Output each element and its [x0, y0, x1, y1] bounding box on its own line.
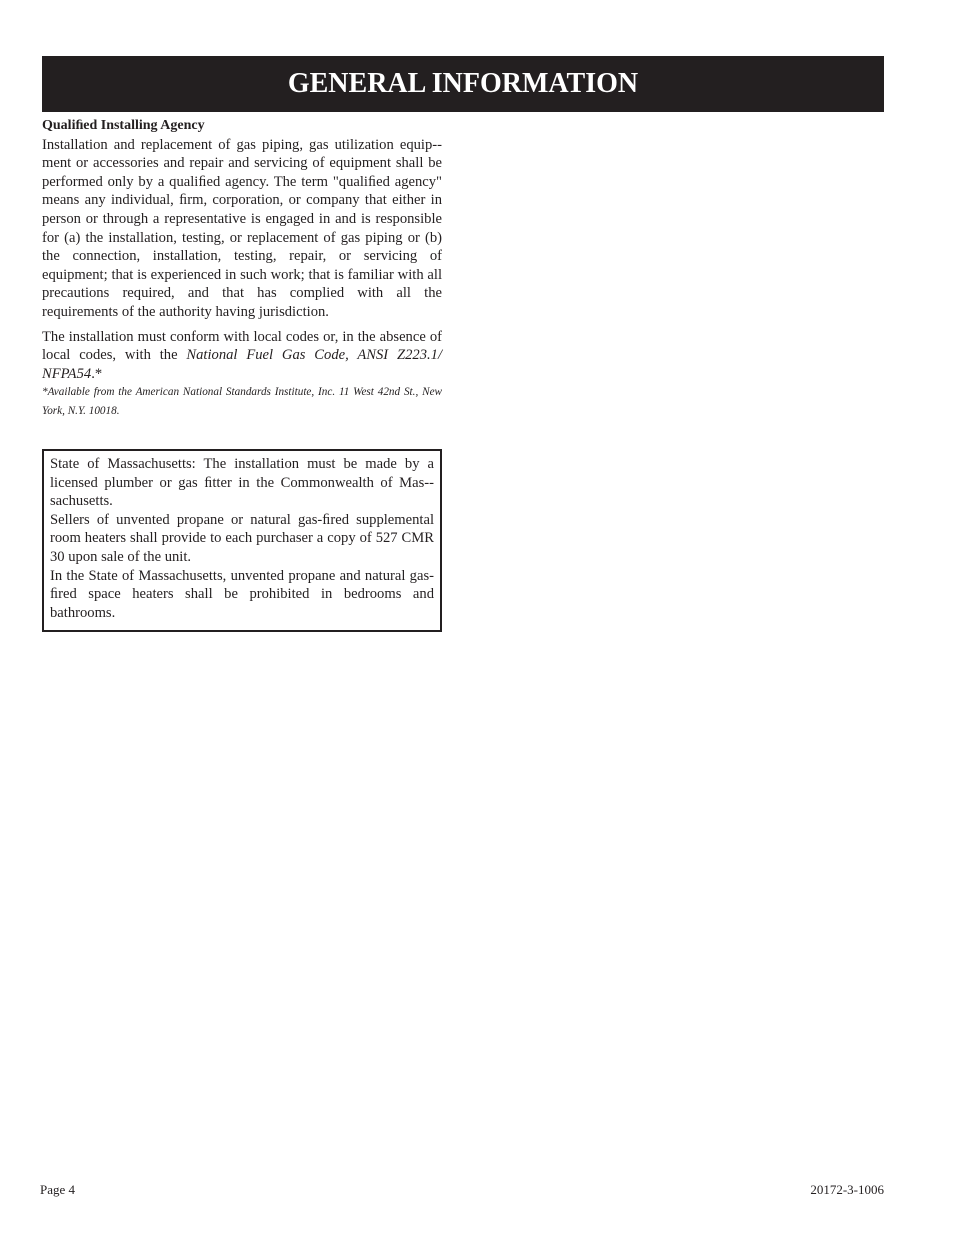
codes-paragraph: [42, 328, 442, 384]
codes-reference: National Fuel Gas Code, ANSI Z223.1/ NFPA54: [42, 347, 442, 382]
section-header-bar: [42, 56, 884, 112]
notice-line-1: State of Massachusetts: The installation must be made by a licensed plumber or gas ﬁtter in the Commonwealth of Mas-sachusetts.: [50, 456, 434, 510]
content-column: [42, 117, 442, 421]
footnote: *Available from the American National Standards Institute, Inc. 11 West 42nd St., New York, N.Y. 10018.: [42, 386, 442, 418]
massachusetts-notice-box: [42, 449, 442, 632]
qualified-agency-paragraph: Installation and replacement of gas piping, gas utilization equip-ment or accessories and repair and servicing of equipment shall be performed only by a qualiﬁed agency. The term "qualiﬁed agency" means any individual, ﬁrm, corporation, or company that either in person or through a representative is engaged in and is responsible for (a) the installation, testing, or replacement of gas piping or (b) the connection, installation, testing, repair, or servicing of equipment; that is experienced in such work; that is familiar with all precautions required, and that has complied with all the requirements of the authority having jurisdiction.: [42, 136, 442, 320]
page-number: Page 4: [40, 1182, 76, 1197]
notice-line-2: Sellers of unvented propane or natural gas-ﬁred supplemental room heaters shall provide to each purchaser a copy of 527 CMR 30 upon sale of the unit.: [50, 511, 434, 565]
section-heading: Qualiﬁed Installing Agency: [42, 118, 205, 133]
codes-paragraph-text: The installation must conform with local codes or, in the absence of local codes, with the: [42, 328, 442, 364]
document-number: 20172-3-1006: [810, 1182, 884, 1197]
codes-paragraph-end: .*: [91, 365, 103, 382]
page-title: GENERAL INFORMATION: [287, 68, 639, 99]
notice-line-3: In the State of Massachusetts, unvented propane and natural gas-ﬁred space heaters shall be prohibited in bedrooms and bathrooms.: [50, 567, 434, 621]
